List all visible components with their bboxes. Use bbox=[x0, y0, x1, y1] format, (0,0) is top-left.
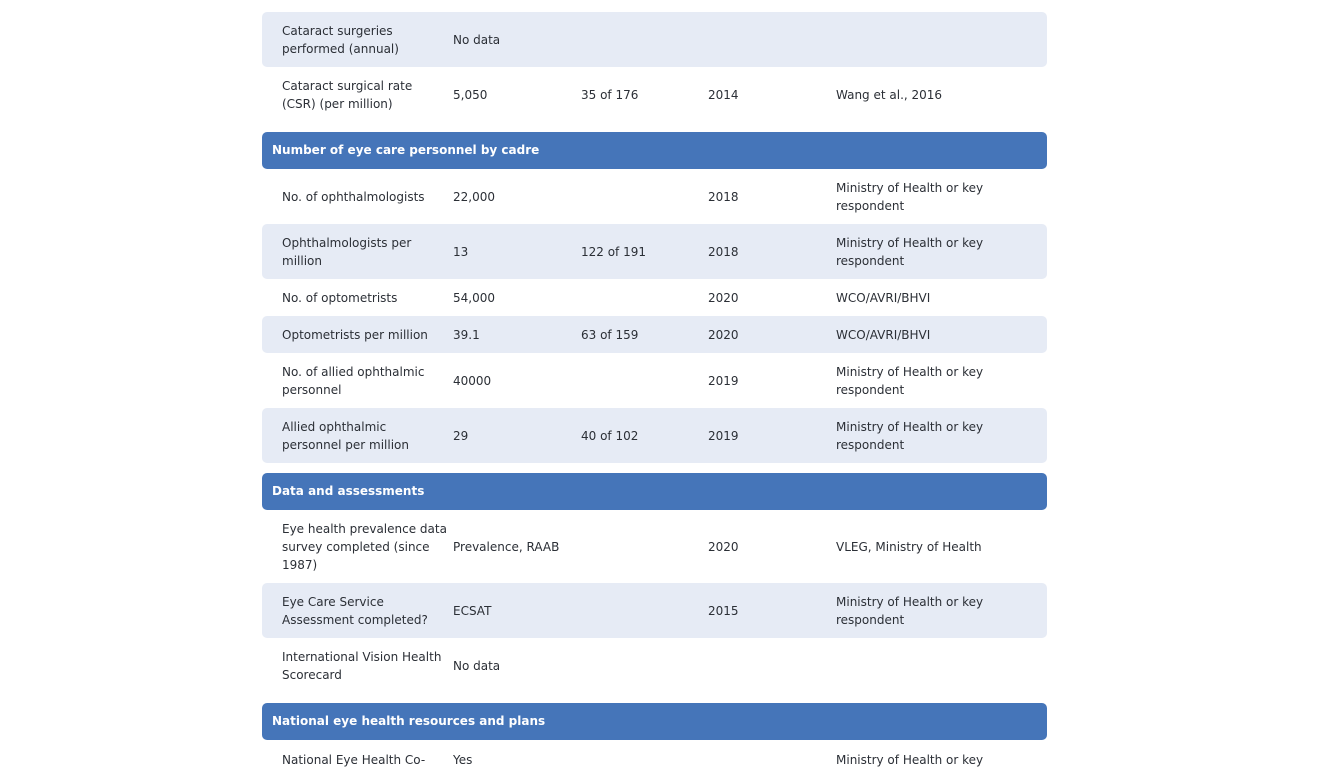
table-row bbox=[262, 638, 1047, 693]
row-value: Yes bbox=[453, 753, 473, 767]
table-row bbox=[262, 169, 1047, 224]
row-year: 2020 bbox=[708, 539, 739, 554]
row-value: No data bbox=[453, 32, 501, 47]
row-label: Ophthalmologists per million bbox=[282, 235, 412, 268]
row-year: 2020 bbox=[708, 327, 739, 342]
section-header-national-eye-health-resources-and-plans: National eye health resources and plans bbox=[262, 703, 1047, 740]
row-year: 2018 bbox=[708, 189, 739, 204]
row-source: Ministry of Health or key respondent bbox=[836, 364, 984, 397]
table-row bbox=[262, 67, 1047, 122]
row-value: 5,050 bbox=[453, 87, 488, 102]
row-source: Ministry of Health or key bbox=[836, 753, 984, 767]
row-source: VLEG, Ministry of Health bbox=[836, 539, 982, 554]
row-label: National Eye Health Co- bbox=[282, 753, 426, 767]
row-value: 29 bbox=[453, 428, 469, 443]
row-label: No. of optometrists bbox=[282, 290, 398, 305]
row-label: International Vision Health Scorecard bbox=[282, 649, 442, 682]
row-value: Prevalence, RAAB bbox=[453, 539, 560, 554]
row-source: WCO/AVRI/BHVI bbox=[836, 290, 931, 305]
row-label: Eye health prevalence data survey completed (since 1987) bbox=[282, 521, 447, 572]
table-row bbox=[262, 408, 1047, 463]
row-rank: 122 of 191 bbox=[581, 244, 647, 259]
table-row bbox=[262, 510, 1047, 583]
table-row bbox=[262, 316, 1047, 353]
row-value: No data bbox=[453, 658, 501, 673]
row-label: No. of allied ophthalmic personnel bbox=[282, 364, 425, 397]
row-value: 13 bbox=[453, 244, 469, 259]
row-source: WCO/AVRI/BHVI bbox=[836, 327, 931, 342]
row-value: 39.1 bbox=[453, 327, 480, 342]
row-label: Cataract surgical rate (CSR) (per million) bbox=[282, 78, 413, 111]
row-value: 40000 bbox=[453, 373, 492, 388]
row-value: 54,000 bbox=[453, 290, 495, 305]
row-value: ECSAT bbox=[453, 603, 492, 618]
table-row bbox=[262, 740, 1047, 768]
row-year: 2014 bbox=[708, 87, 739, 102]
table-row bbox=[262, 224, 1047, 279]
row-label: No. of ophthalmologists bbox=[282, 189, 425, 204]
table-row bbox=[262, 279, 1047, 316]
table-row bbox=[262, 353, 1047, 408]
row-year: 2019 bbox=[708, 373, 739, 388]
row-source: Ministry of Health or key respondent bbox=[836, 235, 984, 268]
row-label: Eye Care Service Assessment completed? bbox=[282, 594, 428, 627]
row-rank: 35 of 176 bbox=[581, 87, 639, 102]
row-rank: 40 of 102 bbox=[581, 428, 639, 443]
row-label: Optometrists per million bbox=[282, 327, 428, 342]
row-value: 22,000 bbox=[453, 189, 495, 204]
section-header-number-of-eye-care-personnel-by-cadre: Number of eye care personnel by cadre bbox=[262, 132, 1047, 169]
row-year: 2015 bbox=[708, 603, 739, 618]
row-source: Wang et al., 2016 bbox=[836, 87, 943, 102]
row-source: Ministry of Health or key respondent bbox=[836, 180, 984, 213]
section-header-data-and-assessments: Data and assessments bbox=[262, 473, 1047, 510]
row-year: 2019 bbox=[708, 428, 739, 443]
table-row bbox=[262, 583, 1047, 638]
row-source: Ministry of Health or key respondent bbox=[836, 594, 984, 627]
table-row bbox=[262, 12, 1047, 67]
row-label: Cataract surgeries performed (annual) bbox=[282, 23, 399, 56]
row-year: 2018 bbox=[708, 244, 739, 259]
row-label: Allied ophthalmic personnel per million bbox=[282, 419, 409, 452]
row-year: 2020 bbox=[708, 290, 739, 305]
row-rank: 63 of 159 bbox=[581, 327, 639, 342]
row-source: Ministry of Health or key respondent bbox=[836, 419, 984, 452]
